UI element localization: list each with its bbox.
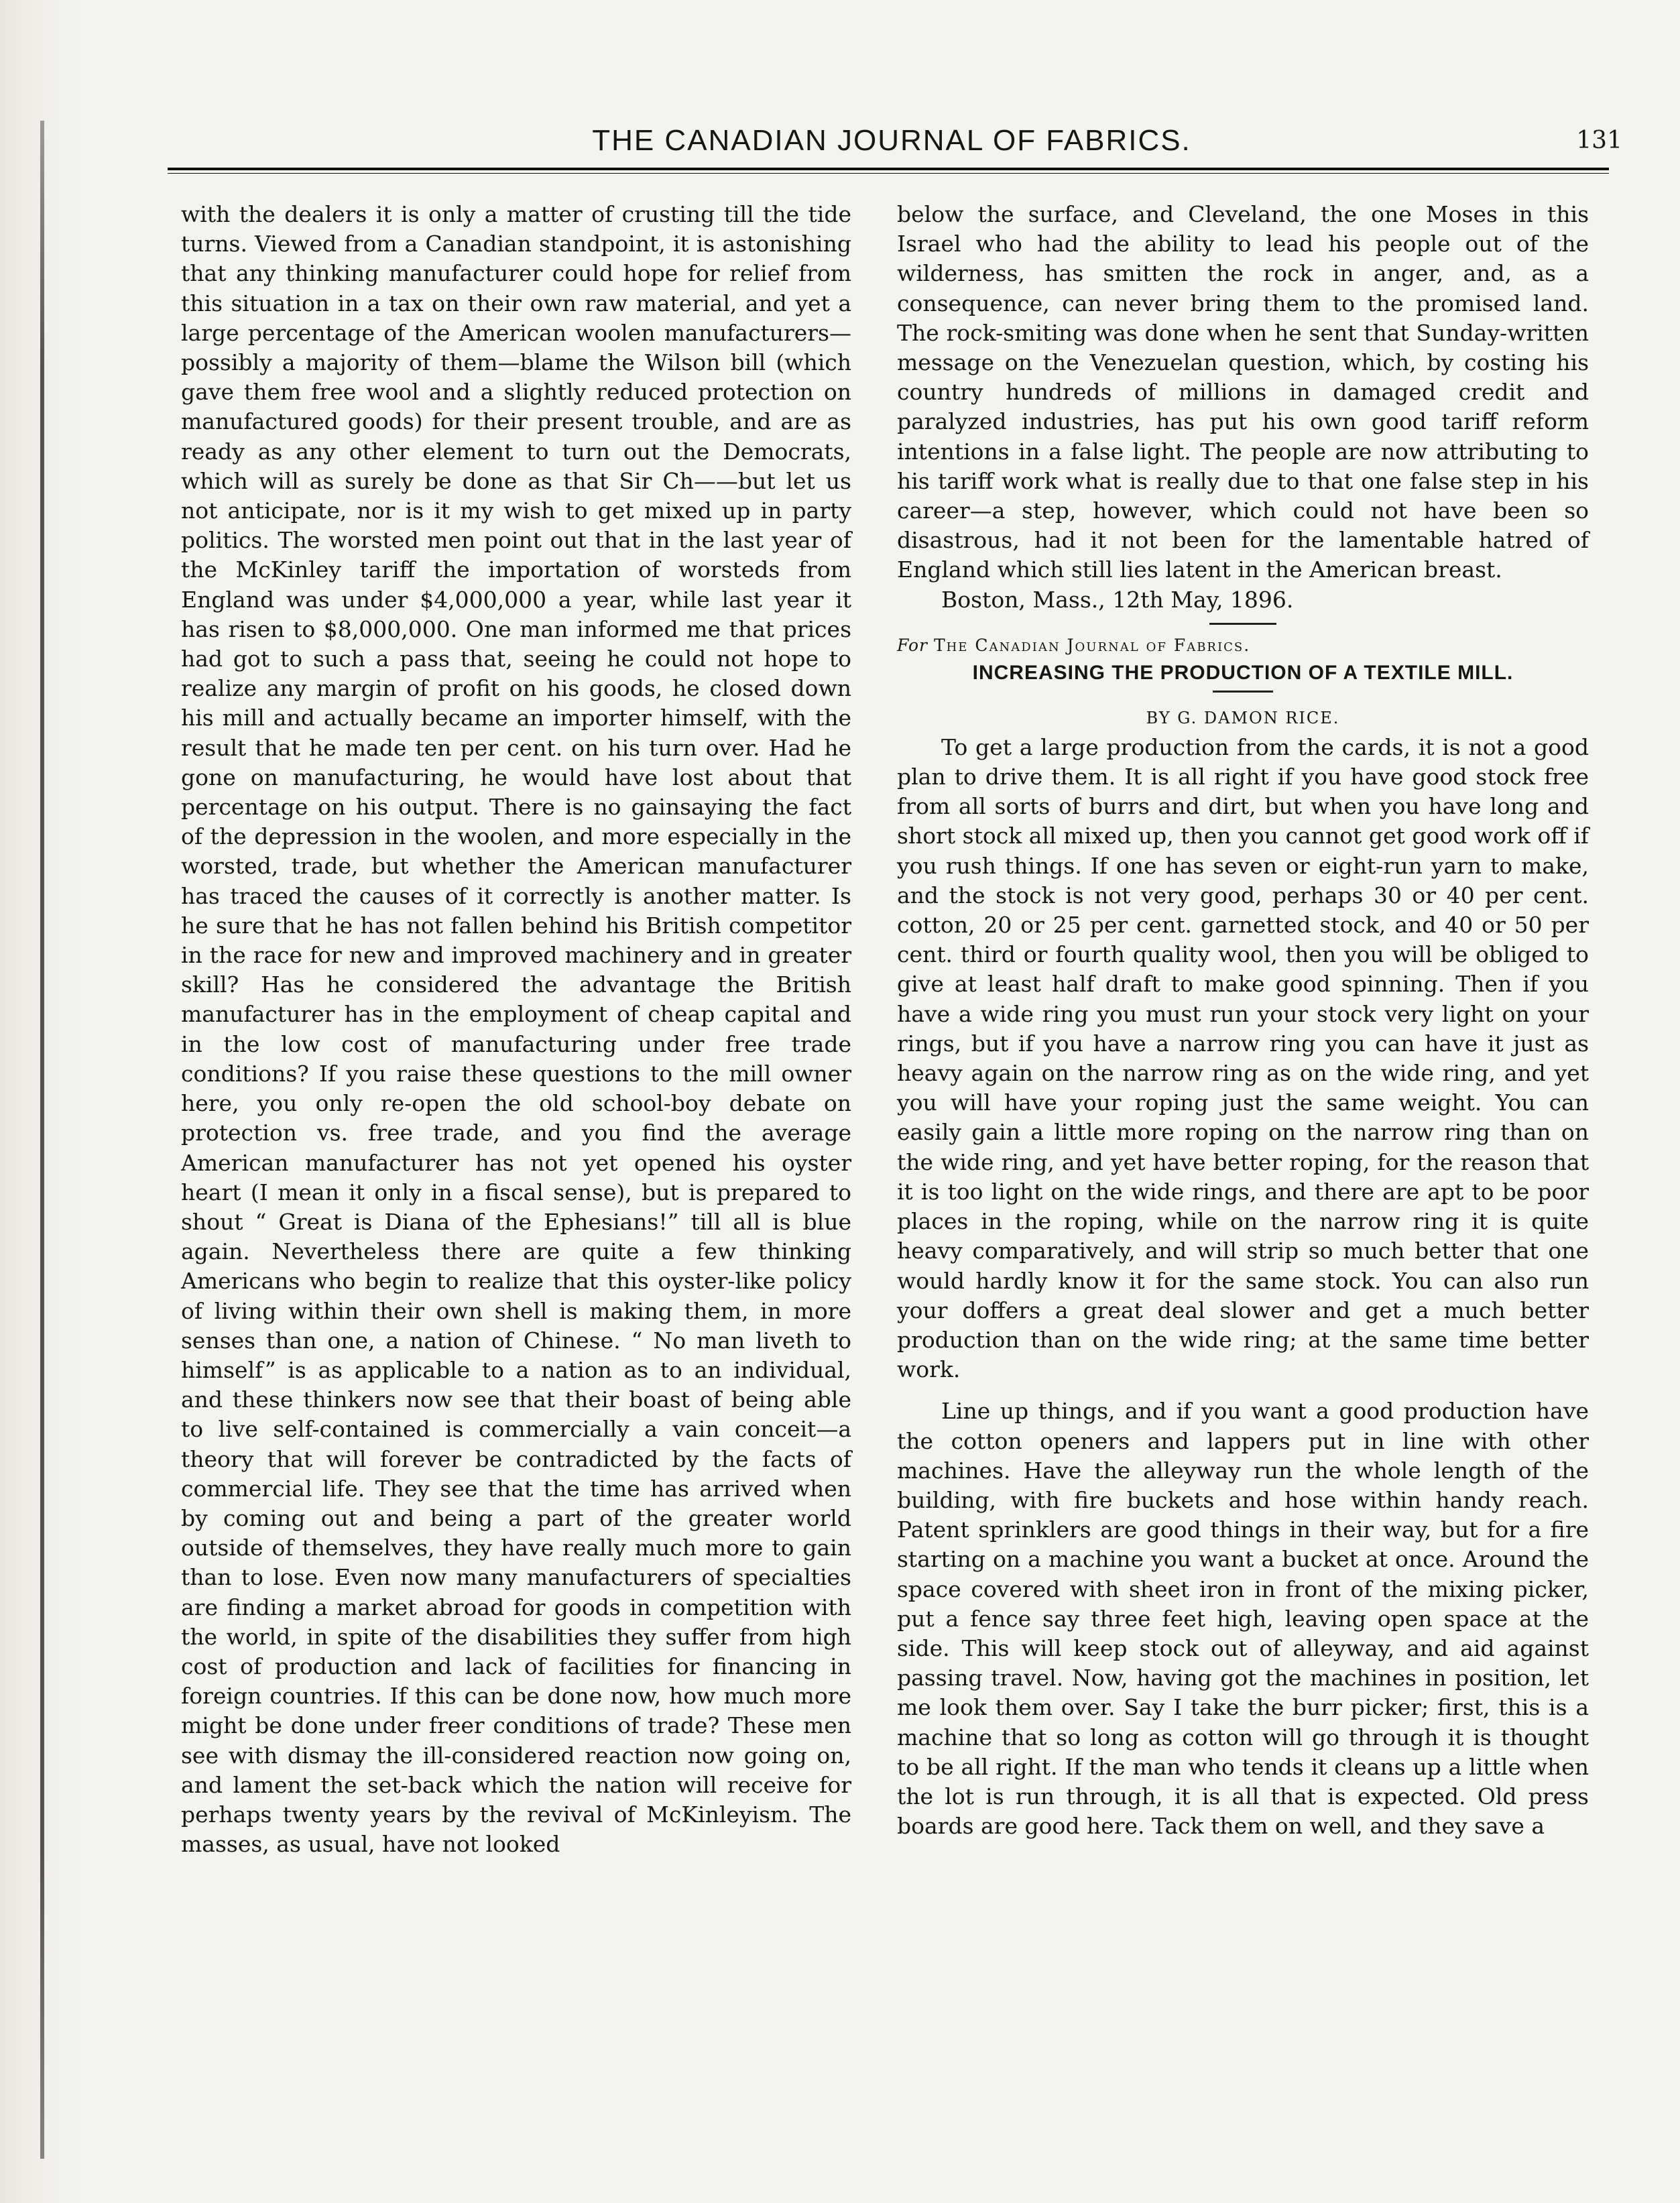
journal-title: THE CANADIAN JOURNAL OF FABRICS. <box>592 124 1191 157</box>
right-column <box>897 200 1589 1841</box>
left-column <box>181 200 851 1859</box>
running-header <box>161 124 1622 164</box>
for-journal-name: The Canadian Journal of Fabrics. <box>933 635 1251 655</box>
header-rule-thin <box>168 173 1609 174</box>
header-rule <box>168 168 1609 170</box>
title-divider <box>1213 691 1273 693</box>
right-paragraph-continuation: below the surface, and Cleveland, the one Moses in this Israel who had the ability to lead his people out of the wilderness, has smitten the rock in anger, and, as a consequence, can never bring them to the promised land. The rock-smiting was done when he sent that Sunday-written message on the Venezuelan question, which, by costing his country hundreds of millions in damaged credit and paralyzed industries, has put his own good tariff reform intentions in a false light. The people are now attributing to his tariff work what is really due to that one false step in his career—a step, however, which could not have been so disastrous, had it not been for the lamentable hatred of England which still lies latent in the American breast. <box>897 201 1589 583</box>
byline: BY G. DAMON RICE. <box>1146 708 1340 727</box>
binding-edge <box>40 121 44 2159</box>
for-prefix: For <box>897 635 928 655</box>
for-credit-line <box>897 634 1589 657</box>
article-paragraph: Line up things, and if you want a good production have the cotton openers and lappers put in line with other machines. Have the alleyway run the whole length of the building, with fire buckets and hose within handy reach. Patent sprinklers are good things in their way, but for a fire starting on a machine you want a bucket at once. Around the space covered with sheet iron in front of the mixing picker, put a fence say three feet high, leaving open space at the side. This will keep stock out of alleyway, and aid against passing travel. Now, having got the machines in position, let me look them over. Say I take the burr picker; first, this is a machine that so long as cotton will go through it is thought to be all right. If the man who tends it cleans up a little when the lot is run through, it is all that is expected. Old press boards are good here. Tack them on well, and they save a <box>897 1398 1589 1840</box>
article-paragraph: To get a large production from the cards, it is not a good plan to drive them. It is all right if you have good stock free from all sorts of burrs and dirt, but when you have long and short stock all mixed up, then you cannot get good work off if you rush things. If one has seven or eight-run yarn to make, and the stock is not very good, perhaps 30 or 40 per cent. cotton, 20 or 25 per cent. garnetted stock, and 40 or 50 per cent. third or fourth quality wool, then you will be obliged to give at least half draft to make good spinning. Then if you have a wide ring you must run your stock very light on your rings, but if you have a narrow ring you can have it just as heavy again on the narrow ring as on the wide ring, and yet you will have your roping just the same weight. You can easily gain a little more roping on the narrow ring than on the wide ring, and yet have better roping, for the reason that it is too light on the wide rings, and there are apt to be poor places in the roping, while on the narrow ring it is quite heavy comparatively, and will strip so much better that one would hardly know it for the same stock. You can also run your doffers a great deal slower and get a much better production than on the wide ring; at the same time better work. <box>897 733 1589 1383</box>
page-number: 131 <box>1576 127 1622 154</box>
article-title: INCREASING THE PRODUCTION OF A TEXTILE MILL. <box>972 661 1514 684</box>
section-divider <box>1209 623 1276 625</box>
left-paragraph: with the dealers it is only a matter of crusting till the tide turns. Viewed from a Canadian standpoint, it is astonishing that any thinking manufacturer could hope for relief from this situation in a tax on their own raw material, and yet a large percentage of the American woolen manufacturers—possibly a majority of them—blame the Wilson bill (which gave them free wool and a slightly reduced protection on manufactured goods) for their present trouble, and are as ready as any other element to turn out the Democrats, which will as surely be done as that Sir Ch——but let us not anticipate, nor is it my wish to get mixed up in party politics. The worsted men point out that in the last year of the McKinley tariff the importation of worsteds from England was under $4,000,000 a year, while last year it has risen to $8,000,000. One man informed me that prices had got to such a pass that, seeing he could not hope to realize any margin of profit on his goods, he closed down his mill and actually became an importer himself, with the result that he made ten per cent. on his turn over. Had he gone on manufacturing, he would have lost about that percentage on his output. There is no gainsaying the fact of the depression in the woolen, and more especially in the worsted, trade, but whether the American manufacturer has traced the causes of it correctly is another matter. Is he sure that he has not fallen behind his British competitor in the race for new and improved machinery and in greater skill? Has he considered the advantage the British manufacturer has in the employment of cheap capital and in the low cost of manufacturing under free trade conditions? If you raise these questions to the mill owner here, you only re-open the old school-boy debate on protection vs. free trade, and you find the average American manufacturer has not yet opened his oyster heart (I mean it only in a fiscal sense), but is prepared to shout “ Great is Diana of the Ephesians!” till all is blue again. Nevertheless there are quite a few thinking Americans who begin to realize that this oyster-like policy of living within their own shell is making them, in more senses than one, a nation of Chinese. “ No man liveth to himself” is as applicable to a nation as to an individual, and these thinkers now see that their boast of being able to live self-contained is commercially a vain conceit—a theory that will forever be contradicted by the facts of commercial life. They see that the time has arrived when by coming out and being a part of the greater world outside of themselves, they have really much more to gain than to lose. Even now many manufacturers of specialties are finding a market abroad for goods in competition with the world, in spite of the disabilities they suffer from high cost of production and lack of facilities for financing in foreign countries. If this can be done now, how much more might be done under freer conditions of trade? These men see with dismay the ill-considered reaction now going on, and lament the set-back which the nation will receive for perhaps twenty years by the revival of McKinleyism. The masses, as usual, have not looked <box>181 201 851 1858</box>
dateline: Boston, Mass., 12th May, 1896. <box>941 586 1294 613</box>
